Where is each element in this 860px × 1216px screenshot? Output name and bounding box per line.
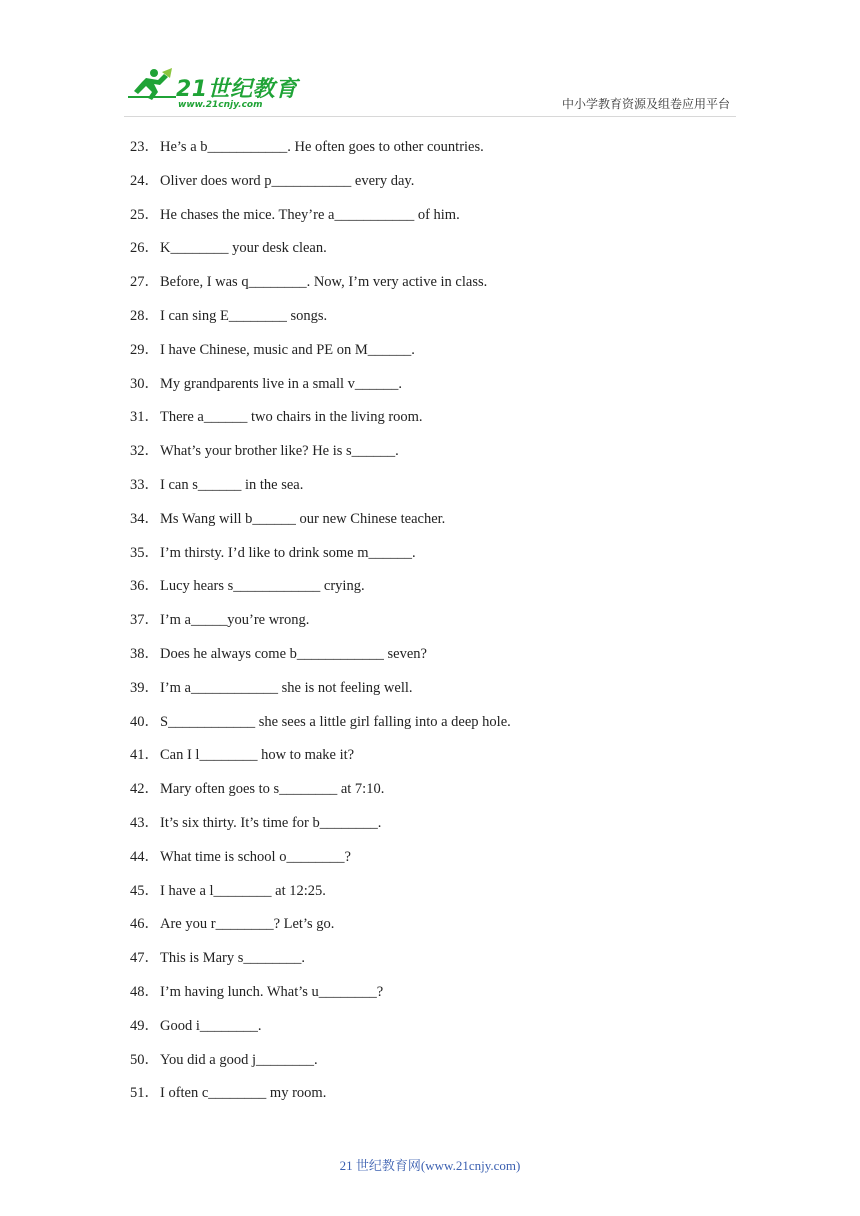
question-text: Before, I was q________. Now, I’m very active in class. (160, 274, 488, 291)
question-number: 23． (130, 139, 159, 155)
question-text: You did a good j________. (160, 1051, 318, 1068)
question-item (130, 813, 770, 847)
question-text: My grandparents live in a small v______. (160, 375, 403, 392)
question-number: 51． (130, 1085, 159, 1102)
question-text: This is Mary s________. (160, 950, 305, 967)
question-item (130, 374, 770, 408)
question-item (130, 779, 770, 813)
question-item (130, 881, 770, 915)
question-item (130, 543, 770, 577)
question-item (130, 171, 770, 205)
question-number: 47． (130, 950, 159, 967)
question-text: I have a l________ at 12:25. (160, 882, 326, 899)
question-text: Can I l________ how to make it? (160, 747, 355, 764)
question-text: There a______ two chairs in the living room. (160, 409, 423, 426)
question-text: Ms Wang will b______ our new Chinese teacher. (160, 510, 446, 527)
question-text: I’m having lunch. What’s u________? (160, 983, 384, 1000)
question-list (130, 137, 770, 1117)
question-number: 32． (130, 443, 159, 460)
question-item (130, 610, 770, 644)
question-number: 39． (130, 679, 159, 696)
question-item (130, 948, 770, 982)
question-text: I can s______ in the sea. (160, 476, 304, 493)
question-item (130, 272, 770, 306)
question-text: Mary often goes to s________ at 7:10. (160, 781, 385, 798)
question-item (130, 340, 770, 374)
page-footer: 21 世纪教育网(www.21cnjy.com) (339, 1158, 521, 1173)
question-number: 25． (130, 206, 159, 223)
question-item (130, 1016, 770, 1050)
platform-name: 中小学教育资源及组卷应用平台 (561, 97, 730, 111)
question-number: 27． (130, 274, 159, 291)
question-text: What time is school o________? (160, 848, 351, 865)
question-text: Good i________. (160, 1017, 262, 1034)
question-number: 45． (130, 882, 159, 899)
question-number: 29． (130, 341, 159, 358)
question-number: 37． (130, 612, 159, 629)
question-item (130, 475, 770, 509)
question-number: 28． (130, 307, 159, 324)
question-number: 24． (130, 172, 159, 189)
question-text: What’s your brother like? He is s______. (160, 443, 399, 460)
question-number: 38． (130, 645, 159, 662)
question-text: I often c________ my room. (160, 1085, 327, 1102)
question-number: 48． (130, 983, 159, 1000)
question-text: He’s a b___________. He often goes to other countries. (160, 139, 484, 155)
question-item (130, 847, 770, 881)
question-item (130, 1050, 770, 1084)
question-number: 44． (130, 848, 159, 865)
question-item (130, 678, 770, 712)
question-number: 41． (130, 747, 159, 764)
question-number: 42． (130, 781, 159, 798)
logo-underline (128, 96, 176, 98)
question-number: 26． (130, 240, 159, 257)
question-number: 50． (130, 1051, 159, 1068)
question-text: It’s six thirty. It’s time for b________. (160, 814, 382, 831)
question-item (130, 407, 770, 441)
question-number: 35． (130, 544, 159, 561)
question-text: He chases the mice. They’re a___________ of him. (160, 206, 460, 223)
question-number: 43． (130, 814, 159, 831)
question-number: 34． (130, 510, 159, 527)
logo-text: 21世纪教育 (176, 77, 298, 102)
logo (124, 68, 298, 114)
question-item (130, 441, 770, 475)
question-text: Lucy hears s____________ crying. (160, 578, 365, 595)
question-text: I can sing E________ songs. (160, 307, 328, 324)
question-item (130, 306, 770, 340)
question-number: 49． (130, 1017, 159, 1034)
header-divider (124, 116, 736, 117)
question-number: 33． (130, 476, 159, 493)
logo-url: www.21cnjy.com (178, 100, 263, 110)
question-number: 40． (130, 713, 159, 730)
question-item (130, 914, 770, 948)
question-item (130, 576, 770, 610)
question-text: K________ your desk clean. (160, 240, 327, 257)
question-item (130, 982, 770, 1016)
question-text: Oliver does word p___________ every day. (160, 172, 415, 189)
question-number: 31． (130, 409, 159, 426)
question-item (130, 205, 770, 239)
question-text: Are you r________? Let’s go. (160, 916, 335, 933)
question-text: S____________ she sees a little girl falling into a deep hole. (160, 713, 511, 730)
question-item (130, 745, 770, 779)
question-item (130, 509, 770, 543)
question-item (130, 137, 770, 171)
question-item (130, 644, 770, 678)
question-number: 30． (130, 375, 159, 392)
question-item (130, 712, 770, 746)
question-text: Does he always come b____________ seven? (160, 645, 427, 662)
question-text: I have Chinese, music and PE on M______. (160, 341, 415, 358)
page-header (0, 0, 860, 125)
question-number: 36． (130, 578, 159, 595)
question-item (130, 238, 770, 272)
question-number: 46． (130, 916, 159, 933)
question-text: I’m a____________ she is not feeling well. (160, 679, 413, 696)
question-text: I’m thirsty. I’d like to drink some m______. (160, 544, 416, 561)
question-text: I’m a_____you’re wrong. (160, 612, 310, 629)
question-item (130, 1083, 770, 1117)
